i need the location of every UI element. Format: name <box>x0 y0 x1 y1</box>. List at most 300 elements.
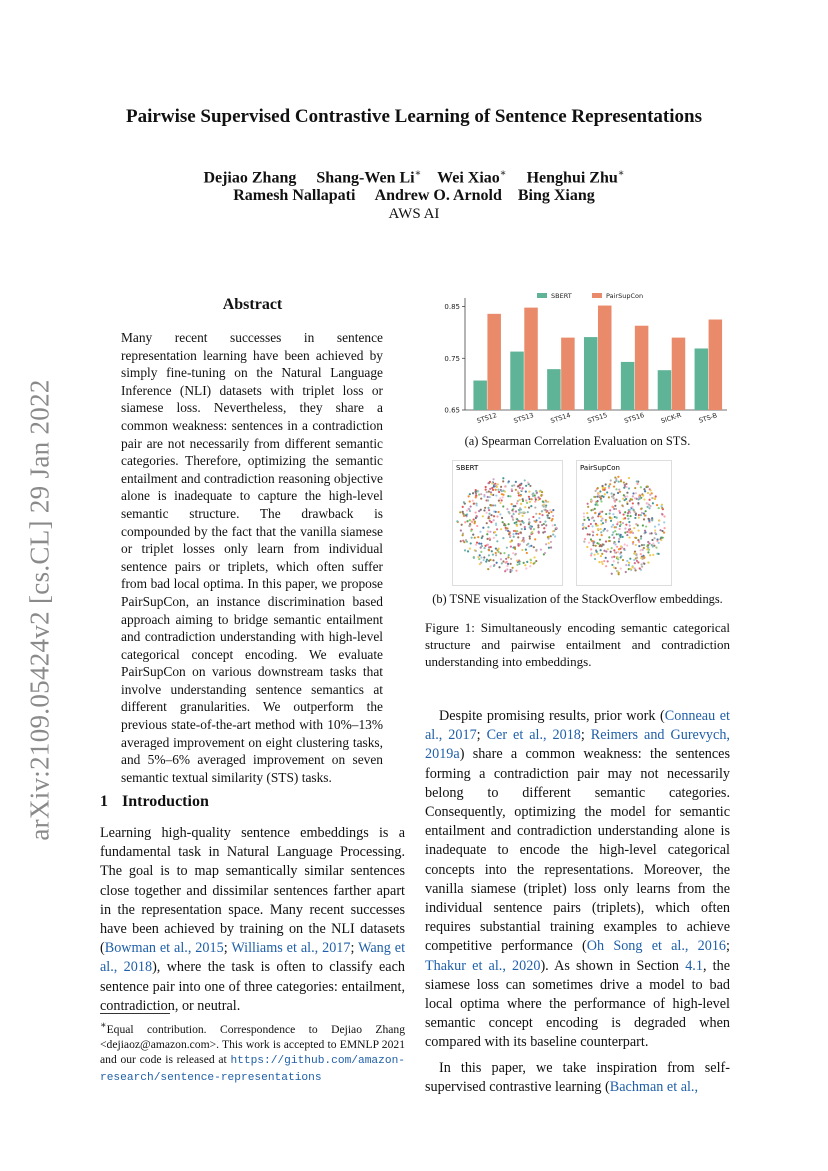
bar-pairsupcon-sts16 <box>635 326 649 410</box>
tsne-point <box>486 533 488 535</box>
tsne-point <box>504 485 506 487</box>
tsne-point <box>528 518 530 520</box>
tsne-point <box>499 497 501 499</box>
tsne-point <box>655 547 657 549</box>
tsne-point <box>632 509 634 511</box>
tsne-point <box>634 517 636 519</box>
tsne-point <box>599 545 601 547</box>
citation-link[interactable]: Conneau et al., 2017 <box>425 708 731 744</box>
tsne-point <box>507 563 509 565</box>
tsne-point <box>513 536 515 538</box>
tsne-point <box>530 505 532 507</box>
body-paragraph <box>425 707 730 1053</box>
tsne-point <box>475 544 477 546</box>
tsne-point <box>523 522 525 524</box>
citation-link[interactable]: Cer et al., 2018 <box>486 727 581 744</box>
tsne-point <box>516 564 518 566</box>
tsne-point <box>541 514 543 516</box>
tsne-point <box>529 535 531 537</box>
tsne-point <box>618 548 620 550</box>
tsne-point <box>647 518 649 520</box>
tsne-point <box>605 565 607 567</box>
tsne-point <box>488 549 490 551</box>
tsne-point <box>456 520 458 522</box>
tsne-point <box>606 530 608 532</box>
tsne-point <box>529 537 531 539</box>
tsne-point <box>587 506 589 508</box>
tsne-point <box>619 521 621 523</box>
tsne-point <box>538 532 540 534</box>
tsne-point <box>498 566 500 568</box>
tsne-point <box>603 550 605 552</box>
tsne-point <box>589 533 591 535</box>
tsne-point <box>626 495 628 497</box>
tsne-point <box>524 528 526 530</box>
tsne-point <box>610 551 612 553</box>
author-name: Dejiao Zhang <box>203 169 297 187</box>
tsne-point <box>596 504 598 506</box>
citation-link[interactable]: Wang et al., 2018 <box>100 940 406 976</box>
tsne-point <box>600 549 602 551</box>
tsne-point <box>619 512 621 514</box>
tsne-point <box>530 545 532 547</box>
tsne-point <box>535 549 537 551</box>
tsne-point <box>469 500 471 502</box>
tsne-point <box>528 498 530 500</box>
tsne-point <box>624 543 626 545</box>
tsne-point <box>489 559 491 561</box>
tsne-point <box>461 524 463 526</box>
tsne-point <box>464 521 466 523</box>
tsne-point <box>488 537 490 539</box>
tsne-point <box>601 553 603 555</box>
tsne-point <box>529 565 531 567</box>
tsne-point <box>601 561 603 563</box>
tsne-point <box>638 496 640 498</box>
tsne-point <box>636 498 638 500</box>
tsne-point <box>601 518 603 520</box>
tsne-point <box>632 532 634 534</box>
tsne-point <box>467 550 469 552</box>
tsne-point <box>600 555 602 557</box>
x-tick-label: STS13 <box>512 411 535 426</box>
tsne-point <box>506 547 508 549</box>
tsne-point <box>629 568 631 570</box>
tsne-point <box>474 521 476 523</box>
tsne-point <box>525 485 527 487</box>
tsne-point <box>480 498 482 500</box>
citation-sep: ; <box>726 938 730 955</box>
tsne-point <box>611 564 613 566</box>
citation-sep: ; <box>350 940 359 957</box>
tsne-point <box>500 486 502 488</box>
tsne-point <box>628 536 630 538</box>
tsne-point <box>552 524 554 526</box>
tsne-point <box>504 570 506 572</box>
y-tick-label: 0.85 <box>444 303 460 312</box>
tsne-point <box>530 559 532 561</box>
tsne-point <box>613 485 615 487</box>
tsne-point <box>640 514 642 516</box>
tsne-point <box>600 515 602 517</box>
tsne-point <box>488 513 490 515</box>
tsne-point <box>493 485 495 487</box>
tsne-point <box>658 542 660 544</box>
tsne-point <box>643 556 645 558</box>
tsne-point <box>497 511 499 513</box>
tsne-point <box>495 554 497 556</box>
tsne-point <box>517 536 519 538</box>
bar-sbert-sts15 <box>584 337 598 410</box>
tsne-point <box>493 515 495 517</box>
tsne-point <box>515 481 517 483</box>
tsne-point <box>478 558 480 560</box>
tsne-point <box>633 559 635 561</box>
tsne-point <box>614 551 616 553</box>
tsne-point <box>512 513 514 515</box>
tsne-point <box>602 529 604 531</box>
tsne-point <box>600 531 602 533</box>
tsne-point <box>490 504 492 506</box>
tsne-point <box>505 561 507 563</box>
tsne-point <box>630 498 632 500</box>
tsne-point <box>470 530 472 532</box>
citation-link[interactable]: Oh Song et al., 2016 <box>586 938 727 955</box>
tsne-point <box>652 502 654 504</box>
tsne-point <box>628 564 630 566</box>
tsne-point <box>640 508 642 510</box>
tsne-point <box>583 512 585 514</box>
tsne-point <box>608 536 610 538</box>
tsne-point <box>628 529 630 531</box>
tsne-point <box>636 480 638 482</box>
tsne-point <box>479 531 481 533</box>
citation-sep: ; <box>476 727 487 744</box>
x-tick-label: STS14 <box>549 411 572 426</box>
tsne-point <box>656 538 658 540</box>
tsne-point <box>522 537 524 539</box>
tsne-point <box>590 538 592 540</box>
tsne-point <box>503 523 505 525</box>
tsne-point <box>523 541 525 543</box>
tsne-point <box>485 489 487 491</box>
bar-pairsupcon-sts14 <box>561 338 575 410</box>
tsne-point <box>654 532 656 534</box>
tsne-point <box>648 520 650 522</box>
author-name: Bing Xiang <box>517 187 595 204</box>
tsne-point <box>597 528 599 530</box>
figure-caption-a: (a) Spearman Correlation Evaluation on STS. <box>464 434 691 448</box>
author-mark: ∗ <box>499 168 507 179</box>
tsne-point <box>608 485 610 487</box>
tsne-point <box>585 527 587 529</box>
tsne-point <box>476 525 478 527</box>
paper-title: Pairwise Supervised Contrastive Learning of Sentence Representations <box>126 106 702 127</box>
tsne-point <box>554 524 556 526</box>
tsne-point <box>487 526 489 528</box>
tsne-point <box>624 527 626 529</box>
tsne-point <box>515 510 517 512</box>
author-name: Andrew O. Arnold <box>374 187 502 204</box>
tsne-point <box>508 480 510 482</box>
tsne-point <box>517 520 519 522</box>
tsne-point <box>535 521 537 523</box>
tsne-point <box>621 504 623 506</box>
tsne-point <box>493 537 495 539</box>
legend-label: SBERT <box>551 292 572 300</box>
tsne-point <box>519 484 521 486</box>
tsne-point <box>500 528 502 530</box>
tsne-point <box>488 509 490 511</box>
tsne-point <box>610 520 612 522</box>
tsne-point <box>632 543 634 545</box>
tsne-point <box>532 492 534 494</box>
tsne-point <box>601 495 603 497</box>
tsne-point <box>590 523 592 525</box>
tsne-point <box>515 521 517 523</box>
tsne-point <box>597 492 599 494</box>
tsne-point <box>496 540 498 542</box>
tsne-point <box>492 489 494 491</box>
body-text: , the siamese loss can sometimes drive a model to bad local optima where the performance of high-level semantic concept encoding is degraded when compared with its baseline counterpart. <box>425 957 730 1051</box>
tsne-point <box>524 479 526 481</box>
tsne-point <box>535 513 537 515</box>
tsne-point <box>638 545 640 547</box>
tsne-point <box>481 537 483 539</box>
tsne-point <box>533 546 535 548</box>
tsne-point <box>545 501 547 503</box>
tsne-point <box>647 562 649 564</box>
tsne-point <box>528 507 530 509</box>
tsne-point <box>626 560 628 562</box>
tsne-point <box>552 515 554 517</box>
tsne-point <box>546 514 548 516</box>
tsne-point <box>632 495 634 497</box>
tsne-point <box>606 491 608 493</box>
tsne-point <box>460 529 462 531</box>
tsne-point <box>484 545 486 547</box>
tsne-point <box>622 559 624 561</box>
tsne-point <box>511 567 513 569</box>
tsne-point <box>620 480 622 482</box>
author-name: Henghui Zhu <box>526 169 618 187</box>
tsne-point <box>586 546 588 548</box>
tsne-point <box>584 538 586 540</box>
tsne-point <box>612 524 614 526</box>
tsne-point <box>611 506 613 508</box>
tsne-point <box>486 538 488 540</box>
citation-link[interactable]: Williams et al., 2017 <box>231 940 351 957</box>
intro-paragraph <box>100 824 405 1016</box>
tsne-point <box>534 501 536 503</box>
authors-line-1 <box>0 168 828 187</box>
intro-text: ), where the task is often to classify each sentence pair into one of three categories: entailment, contradiction, or neutral. <box>100 959 405 1014</box>
tsne-point <box>609 512 611 514</box>
tsne-point <box>515 532 517 534</box>
tsne-point <box>649 494 651 496</box>
tsne-point <box>501 562 503 564</box>
tsne-point <box>664 527 666 529</box>
tsne-point <box>469 493 471 495</box>
tsne-point <box>487 507 489 509</box>
tsne-point <box>620 545 622 547</box>
tsne-point <box>595 545 597 547</box>
tsne-point <box>607 560 609 562</box>
tsne-point <box>474 537 476 539</box>
tsne-point <box>599 539 601 541</box>
code-url-link[interactable]: https://github.com/amazon-research/sentence-representations <box>100 1054 405 1084</box>
tsne-point <box>638 514 640 516</box>
tsne-point <box>617 476 619 478</box>
tsne-point <box>590 554 592 556</box>
tsne-point <box>647 492 649 494</box>
tsne-point <box>490 514 492 516</box>
tsne-point <box>511 485 513 487</box>
tsne-point <box>610 492 612 494</box>
tsne-point <box>611 547 613 549</box>
tsne-point <box>611 573 613 575</box>
bar-sbert-sts16 <box>621 362 635 410</box>
tsne-point <box>496 562 498 564</box>
tsne-point <box>617 551 619 553</box>
tsne-label-sbert: SBERT <box>456 464 479 472</box>
bar-sbert-sts12 <box>473 381 487 410</box>
tsne-point <box>643 518 645 520</box>
body-text: In this paper, we take inspiration from self-supervised contrastive learning ( <box>425 1059 730 1095</box>
tsne-point <box>637 561 639 563</box>
tsne-point <box>595 523 597 525</box>
tsne-point <box>632 566 634 568</box>
tsne-point <box>520 523 522 525</box>
tsne-point <box>519 531 521 533</box>
citation-link[interactable]: Bowman et al., 2015 <box>104 940 224 957</box>
tsne-point <box>533 528 535 530</box>
tsne-point <box>619 528 621 530</box>
footnote-text: Equal contribution. Correspondence to Dejiao Zhang <dejiaoz@amazon.com>. This work is accepted to EMNLP 2021 and our code is released at <box>100 1022 405 1066</box>
citation-link[interactable]: Thakur et al., 2020 <box>425 957 541 974</box>
tsne-point <box>587 517 589 519</box>
author-name: Ramesh Nallapati <box>233 187 356 204</box>
tsne-point <box>586 512 588 514</box>
tsne-point <box>618 533 620 535</box>
tsne-point <box>638 529 640 531</box>
tsne-point <box>466 541 468 543</box>
tsne-point <box>534 494 536 496</box>
tsne-point <box>626 544 628 546</box>
tsne-point <box>626 492 628 494</box>
tsne-point <box>615 499 617 501</box>
x-tick-label: STS-B <box>697 411 719 425</box>
citation-link[interactable]: Bachman et al., <box>609 1078 699 1095</box>
tsne-point <box>651 539 653 541</box>
bar-pairsupcon-sts12 <box>487 314 501 410</box>
tsne-point <box>505 558 507 560</box>
tsne-point <box>522 500 524 502</box>
section-ref-link[interactable]: 4.1 <box>685 957 703 974</box>
tsne-point <box>507 556 509 558</box>
tsne-point <box>625 564 627 566</box>
tsne-point <box>469 510 471 512</box>
tsne-point <box>555 527 557 529</box>
tsne-point <box>550 535 552 537</box>
citation-link[interactable]: Reimers and Gurevych, 2019a <box>425 727 730 763</box>
tsne-point <box>612 513 614 515</box>
tsne-point <box>462 513 464 515</box>
tsne-point <box>472 533 474 535</box>
tsne-point <box>591 500 593 502</box>
tsne-visualization <box>452 460 672 586</box>
tsne-point <box>658 519 660 521</box>
tsne-point <box>477 556 479 558</box>
tsne-point <box>603 489 605 491</box>
legend-swatch <box>592 293 602 298</box>
tsne-point <box>594 512 596 514</box>
bar-pairsupcon-sts13 <box>524 308 538 410</box>
tsne-point <box>646 502 648 504</box>
tsne-point <box>483 559 485 561</box>
tsne-point <box>462 534 464 536</box>
tsne-point <box>524 506 526 508</box>
x-tick-label: SICK-R <box>659 411 683 426</box>
tsne-point <box>639 567 641 569</box>
y-tick-label: 0.75 <box>444 354 460 363</box>
tsne-point <box>480 543 482 545</box>
tsne-point <box>652 545 654 547</box>
tsne-point <box>502 537 504 539</box>
tsne-point <box>620 534 622 536</box>
tsne-point <box>511 503 513 505</box>
tsne-point <box>528 523 530 525</box>
tsne-point <box>496 515 498 517</box>
tsne-point <box>517 543 519 545</box>
tsne-point <box>641 566 643 568</box>
tsne-point <box>617 561 619 563</box>
tsne-point <box>485 486 487 488</box>
tsne-point <box>635 492 637 494</box>
body-text: ). As shown in Section <box>540 957 686 974</box>
tsne-point <box>625 498 627 500</box>
tsne-point <box>634 511 636 513</box>
tsne-point <box>502 560 504 562</box>
tsne-point <box>495 552 497 554</box>
tsne-point <box>491 482 493 484</box>
tsne-point <box>505 529 507 531</box>
tsne-point <box>600 520 602 522</box>
tsne-point <box>628 487 630 489</box>
tsne-point <box>541 510 543 512</box>
tsne-point <box>596 551 598 553</box>
author-mark: ∗ <box>414 168 422 179</box>
tsne-point <box>658 524 660 526</box>
tsne-point <box>473 518 475 520</box>
tsne-point <box>616 523 618 525</box>
tsne-point <box>501 499 503 501</box>
tsne-point <box>539 490 541 492</box>
tsne-point <box>635 544 637 546</box>
author-mark: ∗ <box>617 168 625 179</box>
tsne-point <box>643 544 645 546</box>
tsne-point <box>603 560 605 562</box>
tsne-point <box>526 552 528 554</box>
tsne-point <box>508 512 510 514</box>
tsne-point <box>632 502 634 504</box>
tsne-point <box>489 496 491 498</box>
tsne-point <box>515 570 517 572</box>
tsne-point <box>651 517 653 519</box>
tsne-point <box>602 522 604 524</box>
body-paragraph <box>425 1059 730 1097</box>
tsne-point <box>620 568 622 570</box>
